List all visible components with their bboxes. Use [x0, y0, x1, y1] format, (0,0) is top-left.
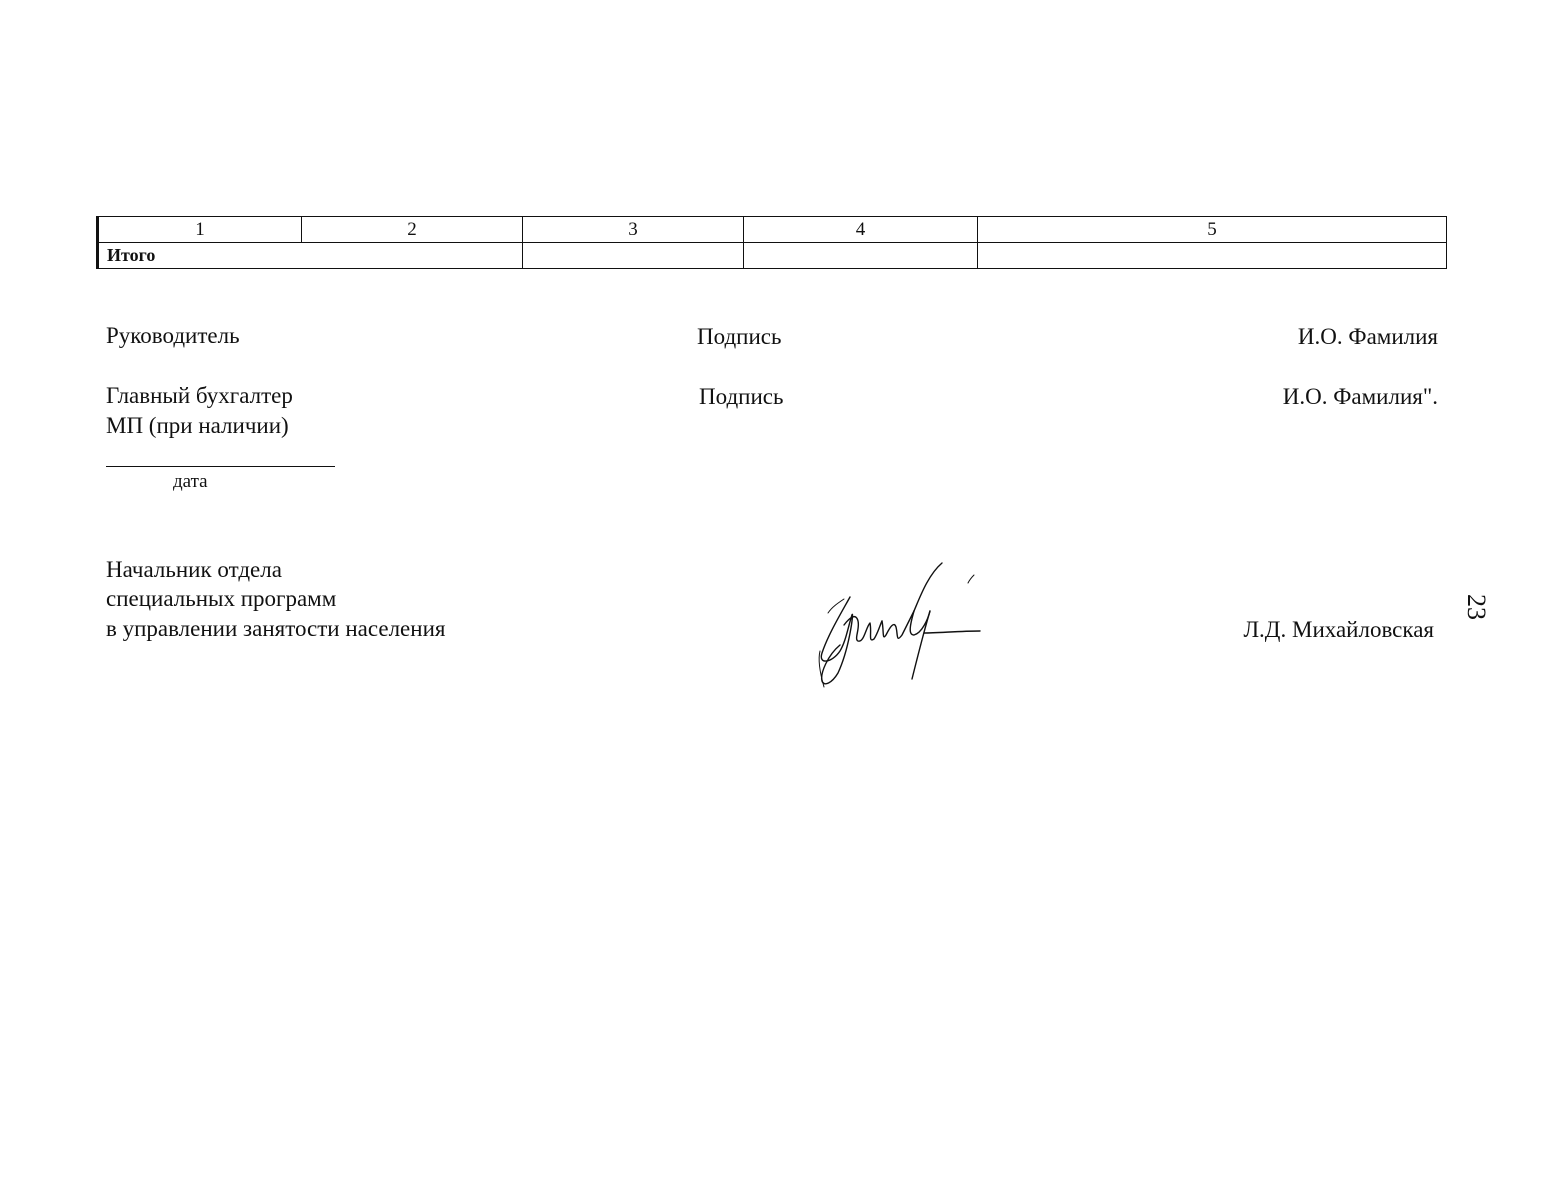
total-value-cell	[744, 243, 978, 269]
head-title: Руководитель	[106, 323, 240, 348]
table-total-row	[98, 243, 1447, 269]
date-label: дата	[173, 471, 208, 492]
summary-table	[96, 216, 1447, 269]
total-label: Итого	[98, 243, 523, 269]
table-header-row	[98, 217, 1447, 243]
chief-accountant-title: Главный бухгалтер	[106, 383, 293, 408]
signer-name: Л.Д. Михайловская	[1243, 617, 1434, 642]
chief-accountant-name: И.О. Фамилия".	[1282, 384, 1438, 409]
head-signature-label: Подпись	[697, 324, 782, 349]
position-line-2: специальных программ	[106, 586, 337, 611]
position-line-3: в управлении занятости населения	[106, 616, 446, 641]
head-name: И.О. Фамилия	[1297, 324, 1438, 349]
column-number-cell: 3	[523, 217, 744, 243]
total-value-cell	[978, 243, 1447, 269]
position-line-1: Начальник отдела	[106, 557, 282, 582]
date-line	[106, 466, 335, 467]
chief-accountant-signature-label: Подпись	[699, 384, 784, 409]
handwritten-signature-icon	[810, 555, 990, 695]
total-value-cell	[523, 243, 744, 269]
stamp-note: МП (при наличии)	[106, 413, 289, 438]
column-number-cell: 1	[98, 217, 302, 243]
column-number-cell: 4	[744, 217, 978, 243]
page-number: 23	[1462, 594, 1491, 620]
column-number-cell: 2	[302, 217, 523, 243]
column-number-cell: 5	[978, 217, 1447, 243]
